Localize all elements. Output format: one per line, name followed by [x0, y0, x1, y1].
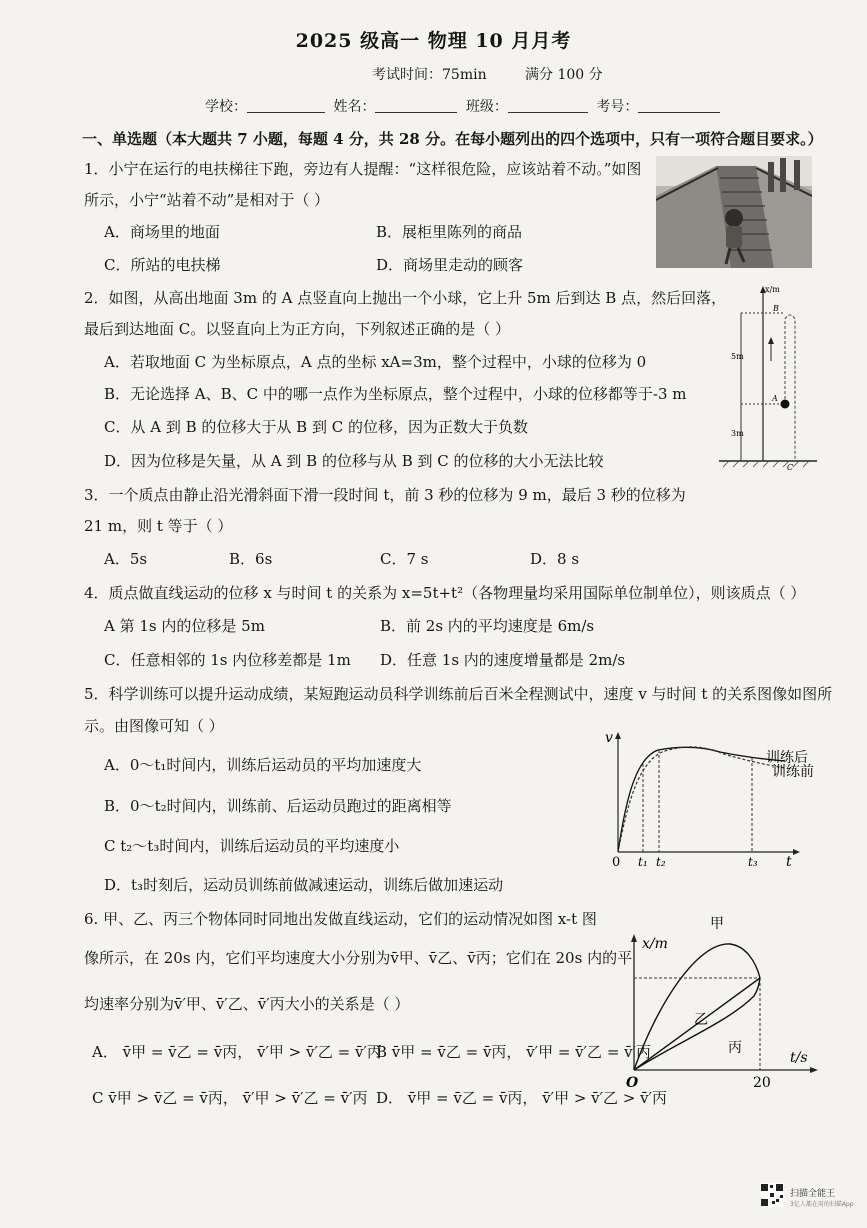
student-info — [205, 96, 720, 116]
scanner-badge — [790, 1186, 854, 1208]
x-axis-label: x/m — [642, 936, 668, 952]
q3-line2: 21 m，则 t 等于（ ） — [84, 517, 233, 535]
q6-option-d[interactable]: D． v̄甲 = v̄乙 = v̄丙， v̄′甲 > v̄′乙 > v̄′丙 — [376, 1089, 668, 1107]
q3-option-b[interactable]: B．6s — [229, 550, 273, 568]
before-training-label: 训练前 — [772, 764, 814, 780]
q5-line2: 示。由图像可知（ ） — [84, 717, 224, 735]
scanner-app-name: 扫描全能王 — [790, 1189, 836, 1199]
full-score: 满分 100 分 — [525, 67, 603, 83]
q3-option-c[interactable]: C．7 s — [380, 550, 429, 568]
t-axis-label: t — [786, 854, 792, 870]
q6-line1: 6. 甲、乙、丙三个物体同时同地出发做直线运动，它们的运动情况如图 x-t 图 — [84, 910, 597, 928]
number-blank[interactable] — [638, 98, 720, 113]
q6-option-b[interactable]: B v̄甲 = v̄乙 = v̄丙， v̄′甲 = v̄′乙 = v̄′丙 — [376, 1043, 652, 1061]
q2-option-d[interactable]: D．因为位移是矢量，从 A 到 B 的位移与从 B 到 C 的位移的大小无法比较 — [104, 452, 604, 470]
name-blank[interactable] — [375, 98, 457, 113]
label-yi: 乙 — [694, 1012, 708, 1028]
q4-option-a[interactable]: A 第 1s 内的位移是 5m — [104, 617, 265, 635]
q2-line1: 2．如图，从高出地面 3m 的 A 点竖直向上抛出一个小球，它上升 5m 后到达 B 点，然后回落， — [84, 289, 727, 307]
exam-time: 考试时间：75min — [372, 67, 487, 83]
t3-label: t₃ — [748, 855, 758, 869]
t-axis-arrow-icon — [810, 1067, 818, 1073]
q4-option-b[interactable]: B．前 2s 内的平均速度是 6m/s — [380, 617, 595, 635]
q5-line1: 5．科学训练可以提升运动成绩，某短跑运动员科学训练前后百米全程测试中，速度 v 与时间 t 的关系图像如图所 — [84, 685, 833, 703]
q5-option-d[interactable]: D．t₃时刻后，运动员训练前做减速运动，训练后做加速运动 — [104, 876, 504, 894]
ball-icon — [781, 400, 790, 409]
q6-line3: 均速率分别为v̄′甲、v̄′乙、v̄′丙大小的关系是（ ） — [84, 995, 410, 1013]
label-bing: 丙 — [728, 1040, 742, 1056]
point-a-label: A — [772, 394, 778, 403]
velocity-time-figure — [600, 728, 828, 870]
q1-option-b[interactable]: B．展柜里陈列的商品 — [376, 223, 523, 241]
vertical-throw-figure — [715, 283, 827, 473]
q2-option-c[interactable]: C．从 A 到 B 的位移大于从 B 到 C 的位移，因为正数大于负数 — [104, 418, 528, 436]
point-c-label: C — [787, 463, 794, 472]
q5-option-c[interactable]: C t₂～t₃时间内，训练后运动员的平均速度小 — [104, 837, 400, 855]
origin-label: O — [626, 1075, 639, 1091]
label-3m: 3m — [731, 429, 744, 438]
t-axis-arrow-icon — [793, 849, 800, 855]
x-axis-arrow-icon — [631, 934, 637, 942]
q6-option-a[interactable]: A． v̄甲 = v̄乙 = v̄丙， v̄′甲 > v̄′乙 = v̄′丙 — [92, 1043, 382, 1061]
class-blank[interactable] — [508, 98, 588, 113]
after-training-label: 训练后 — [766, 750, 808, 766]
point-b-label: B — [773, 304, 779, 313]
q1-line2: 所示，小宁“站着不动”是相对于（ ） — [84, 191, 330, 209]
t1-label: t₁ — [638, 855, 648, 869]
q2-option-b[interactable]: B．无论选择 A、B、C 中的哪一点作为坐标原点，整个过程中，小球的位移都等于-3 m — [104, 385, 687, 403]
q1-option-d[interactable]: D．商场里走动的顾客 — [376, 256, 524, 274]
t2-label: t₂ — [656, 855, 666, 869]
exam-title: 2025 级高一 物理 10 月月考 — [295, 30, 572, 52]
number-label: 考号： — [596, 99, 639, 115]
q3-option-a[interactable]: A．5s — [104, 550, 148, 568]
q4-line1: 4．质点做直线运动的位移 x 与时间 t 的关系为 x=5t+t²（各物理量均采用国际单位制单位），则该质点（ ） — [84, 584, 806, 602]
label-5m: 5m — [731, 352, 744, 361]
q2-line2: 最后到达地面 C。以竖直向上为正方向，下列叙述正确的是（ ） — [84, 320, 511, 338]
t-axis-label: t/s — [790, 1050, 808, 1066]
q3-line1: 3．一个质点由静止沿光滑斜面下滑一段时间 t，前 3 秒的位移为 9 m，最后 3 秒的位移为 — [84, 486, 686, 504]
escalator-photo — [656, 156, 812, 268]
v-axis-arrow-icon — [615, 732, 621, 739]
q6-option-c[interactable]: C v̄甲 > v̄乙 = v̄丙， v̄′甲 > v̄′乙 = v̄′丙 — [92, 1089, 368, 1107]
q1-option-a[interactable]: A．商场里的地面 — [104, 223, 220, 241]
q1-line1: 1．小宁在运行的电扶梯往下跑，旁边有人提醒：“这样很危险，应该站着不动。”如图 — [84, 160, 642, 178]
q5-option-b[interactable]: B．0～t₂时间内，训练前、后运动员跑过的距离相等 — [104, 797, 452, 815]
origin-label: 0 — [612, 855, 621, 870]
name-label: 姓名： — [333, 99, 376, 115]
q4-option-d[interactable]: D．任意 1s 内的速度增量都是 2m/s — [380, 651, 626, 669]
t20-label: 20 — [753, 1075, 771, 1091]
q3-option-d[interactable]: D．8 s — [530, 550, 580, 568]
school-label: 学校： — [205, 99, 247, 115]
axis-label: x/m — [765, 285, 780, 294]
scanner-tagline: 3亿人都在用的扫描App — [790, 1201, 854, 1208]
up-arrow-icon — [768, 337, 774, 344]
qr-code-icon — [760, 1183, 784, 1207]
position-time-figure — [618, 912, 824, 1094]
class-label: 班级： — [465, 99, 508, 115]
q5-option-a[interactable]: A．0～t₁时间内，训练后运动员的平均加速度大 — [104, 756, 422, 774]
q1-option-c[interactable]: C．所站的电扶梯 — [104, 256, 221, 274]
section-heading: 一、单选题（本大题共 7 小题，每题 4 分，共 28 分。在每小题列出的四个选项中，只有一项符合题目要求。） — [82, 130, 823, 148]
v-axis-label: v — [605, 730, 613, 746]
q6-line2: 像所示，在 20s 内，它们平均速度大小分别为v̄甲、v̄乙、v̄丙；它们在 20s 内的平 — [84, 949, 633, 967]
q2-option-a[interactable]: A．若取地面 C 为坐标原点，A 点的坐标 xA=3m，整个过程中，小球的位移为 0 — [104, 353, 647, 371]
school-blank[interactable] — [247, 98, 325, 113]
q4-option-c[interactable]: C．任意相邻的 1s 内位移差都是 1m — [104, 651, 351, 669]
exam-meta — [372, 64, 637, 84]
label-jia: 甲 — [710, 916, 724, 932]
